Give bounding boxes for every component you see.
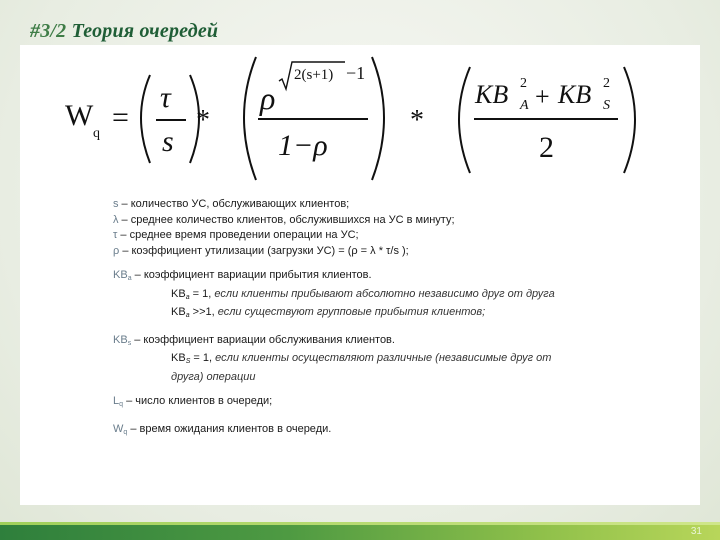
legend-value: = 1, [189, 287, 212, 300]
legend-row-kba-1 [113, 287, 633, 306]
legend-text: – среднее время проведении операции на УС; [117, 229, 359, 241]
legend-row-kba-2 [113, 305, 633, 324]
legend-symbol: ρ [113, 244, 120, 257]
formula-rho: ρ [260, 80, 276, 116]
legend-row-kbs [113, 333, 633, 352]
formula-plus: + [535, 82, 550, 111]
legend-row-rho [113, 244, 633, 260]
legend-symbol: KB [171, 287, 186, 300]
legend-subscript: q [119, 401, 124, 408]
legend-subscript: a [127, 275, 132, 282]
formula-graphic [20, 45, 700, 195]
legend-symbol: KB [171, 306, 186, 318]
page-number: 31 [690, 526, 702, 537]
legend-row-kbs-1 [113, 351, 633, 370]
formula-mult-2: * [410, 105, 424, 136]
slide-title-text: Теория очередей [71, 20, 219, 42]
legend-value: = 1, [190, 352, 213, 364]
legend-subscript: a [185, 293, 190, 301]
legend-text: – количество УС, обслуживающих клиентов; [118, 198, 350, 210]
formula-kb-a: KB [475, 80, 509, 109]
legend-row-tau [113, 228, 633, 244]
formula-w: W [65, 99, 94, 132]
legend-row-lambda [113, 213, 633, 229]
legend-symbol: W [113, 422, 124, 435]
formula-equals: = [112, 101, 129, 134]
legend-subscript: S [185, 358, 191, 365]
legend-subscript: q [123, 428, 128, 436]
legend-block [113, 197, 633, 440]
legend-row-kbs-1-cont [113, 370, 633, 386]
legend-text: – коэффициент вариации обслуживания клиентов. [131, 333, 395, 346]
paren-left-1 [141, 75, 150, 163]
legend-text: – коэффициент утилизации (загрузки УС) = (ρ = λ * τ/s ); [119, 244, 409, 257]
formula-kb-s-exp: 2 [603, 76, 610, 91]
formula-kb-s: KB [558, 80, 592, 109]
paren-right-3 [624, 67, 635, 173]
legend-row-wq [113, 422, 633, 441]
legend-text: – среднее количество клиентов, обслужившихся на УС в минуту; [118, 213, 455, 226]
formula-s: s [162, 125, 174, 158]
footer-bar [0, 522, 720, 540]
content-card [20, 45, 700, 505]
formula-w-sub: q [93, 126, 100, 141]
legend-value: >>1, [189, 306, 215, 318]
legend-symbol: λ [113, 213, 119, 226]
paren-right-2 [372, 57, 384, 180]
legend-symbol: KB [113, 333, 128, 346]
formula-denominator: 1−ρ [278, 129, 328, 162]
footer-stripe [0, 522, 720, 525]
legend-subscript: s [127, 339, 132, 347]
legend-text: – коэффициент вариации прибытия клиентов. [131, 269, 372, 281]
formula-mult-1: * [196, 105, 210, 136]
legend-text: – число клиентов в очереди; [123, 395, 273, 407]
legend-text: если клиенты прибывают абсолютно независимо друг от друга [211, 287, 555, 300]
formula-exp-inner: 2(s+1) [294, 67, 334, 83]
legend-symbol: KB [113, 269, 128, 281]
legend-text: друга) операции [171, 370, 256, 383]
legend-text: если существуют групповые прибытия клиентов; [214, 306, 486, 318]
paren-left-3 [459, 67, 470, 173]
legend-symbol: L [113, 395, 120, 407]
legend-row-s [113, 197, 633, 213]
formula-minus-one: −1 [346, 63, 366, 83]
legend-subscript: a [185, 312, 190, 319]
formula-tau: τ [160, 81, 171, 114]
legend-symbol: s [113, 198, 119, 210]
formula-kb-s-sub: S [603, 98, 610, 113]
queue-wait-formula [20, 45, 700, 195]
legend-text: если клиенты осуществляют различные (независимые друг от [212, 352, 552, 364]
legend-symbol: KB [171, 352, 186, 364]
legend-row-lq [113, 394, 633, 413]
slide-title-number: #3/2 [30, 20, 67, 42]
paren-left-2 [244, 57, 256, 180]
slide-title [30, 20, 218, 43]
legend-symbol: τ [113, 229, 118, 241]
formula-kb-a-exp: 2 [520, 76, 527, 91]
legend-text: – время ожидания клиентов в очереди. [127, 422, 332, 435]
formula-kb-a-sub: A [520, 98, 529, 113]
formula-two: 2 [539, 131, 554, 164]
legend-row-kba [113, 268, 633, 287]
